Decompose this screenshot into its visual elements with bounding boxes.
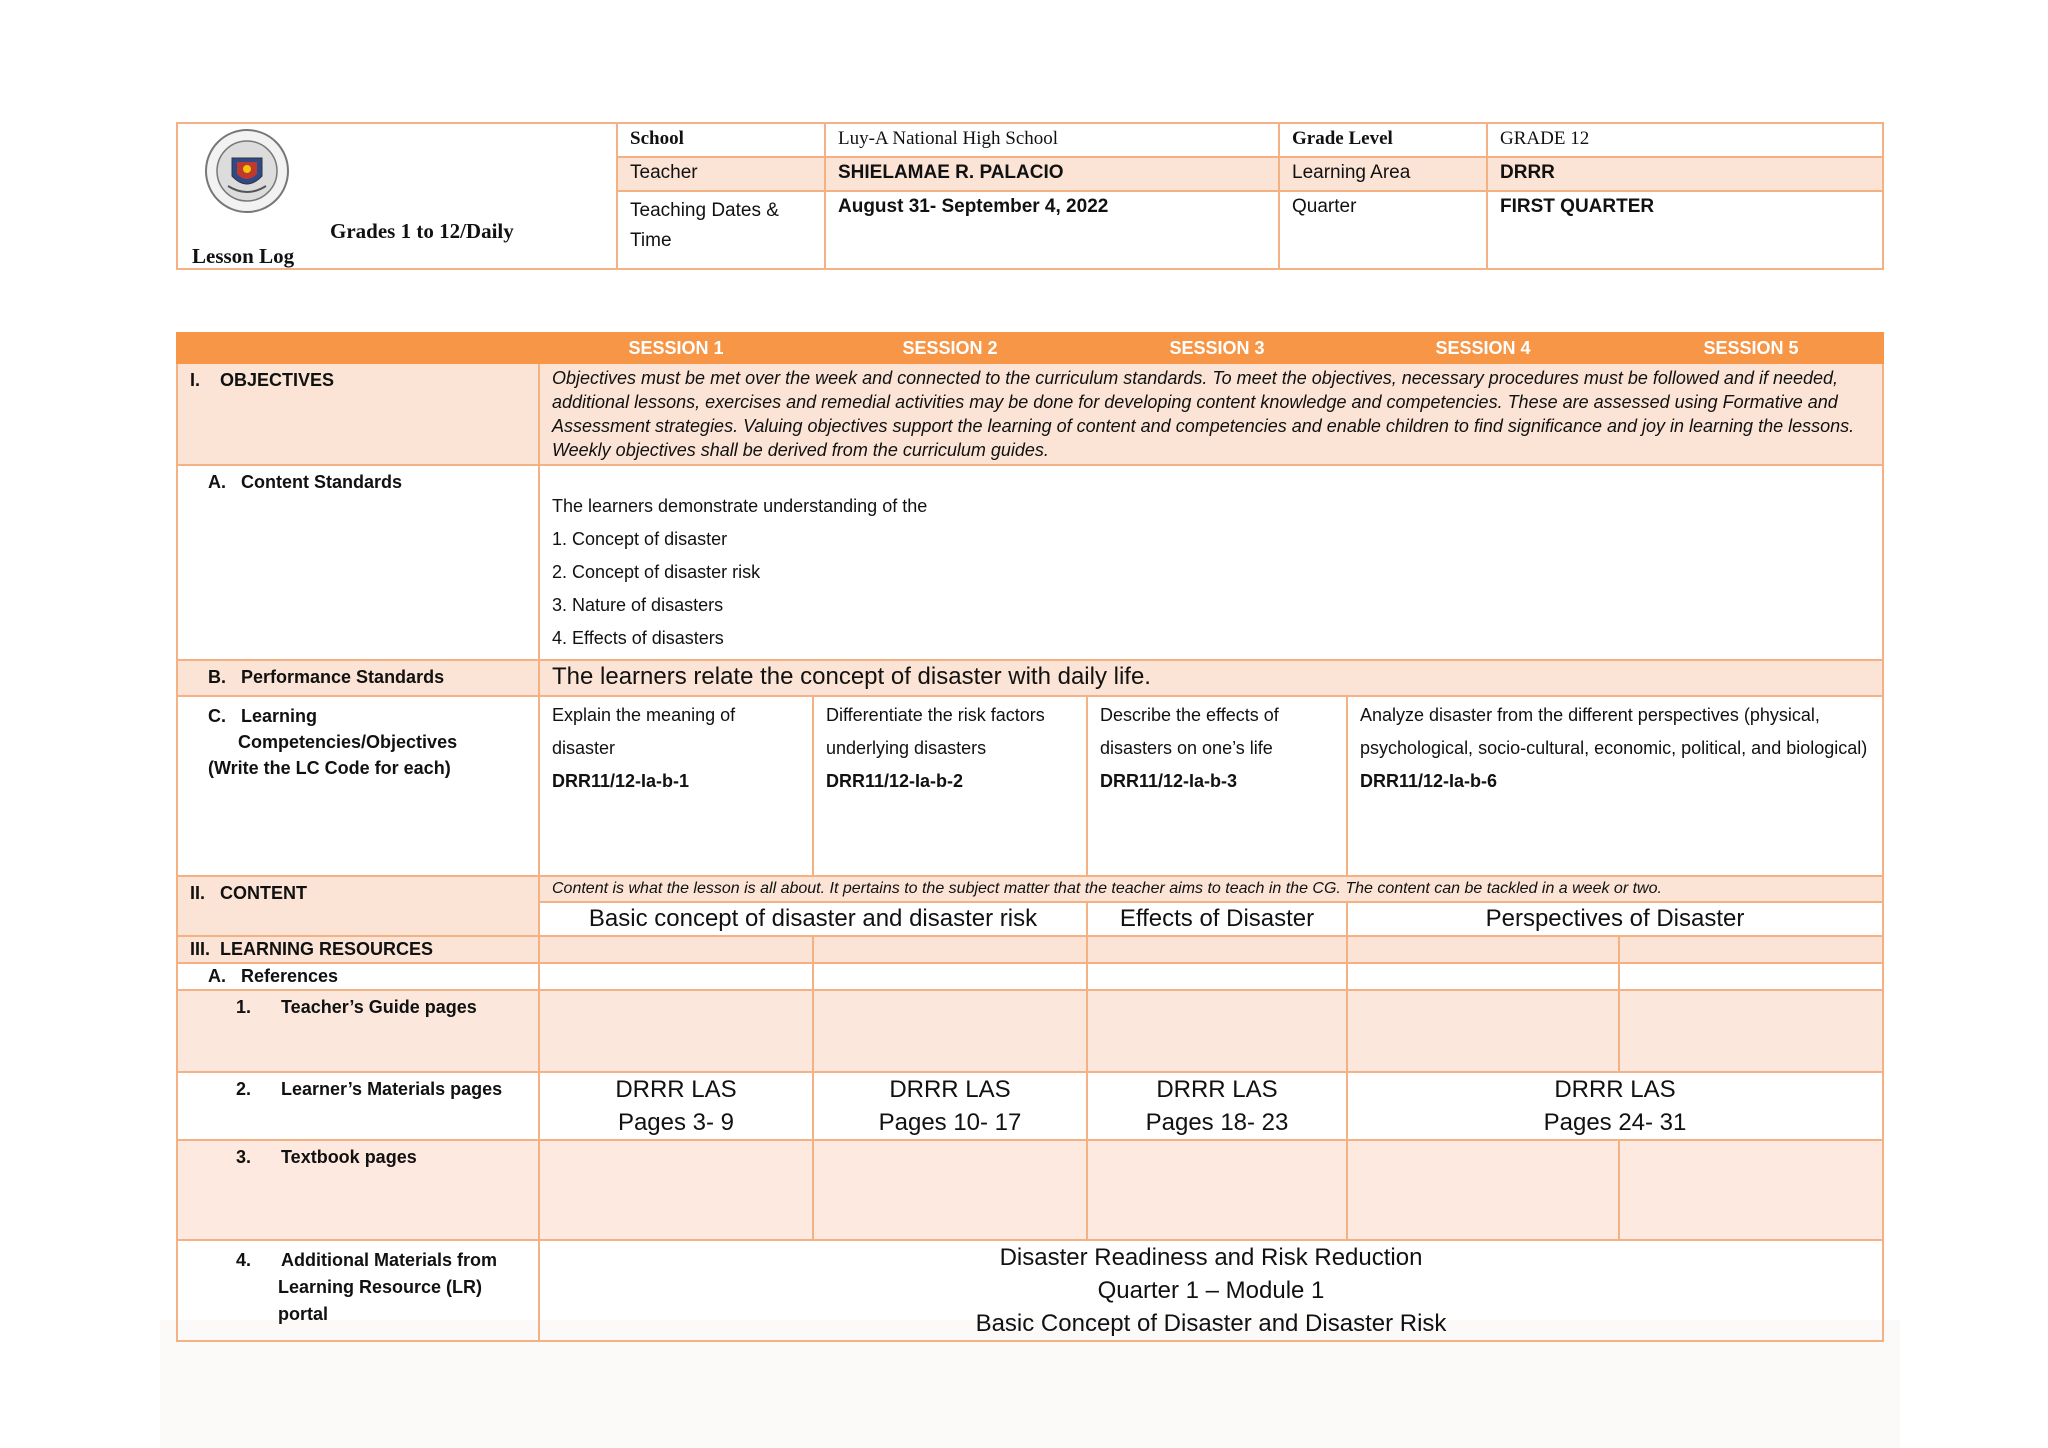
school-value: Luy-A National High School [825, 123, 1279, 157]
content-standards-label: A. Content Standards [177, 465, 539, 660]
lm-pages: Pages 24- 31 [1543, 1109, 1687, 1136]
quarter-value: FIRST QUARTER [1487, 191, 1883, 269]
resources-cell [1347, 936, 1619, 963]
content-note: Content is what the lesson is all about. It pertains to the subject matter that the teacher aims to teach in the CG. The content can be tackled in a week or two. [539, 876, 1883, 902]
teachers-guide-cell [1347, 990, 1619, 1072]
teachers-guide-cell [1087, 990, 1347, 1072]
area-value: DRRR [1487, 157, 1883, 191]
teachers-guide-cell [539, 990, 813, 1072]
lesson-log-table [176, 332, 1884, 1342]
content-topic-3: Perspectives of Disaster [1347, 902, 1883, 936]
competencies-label-line: Competencies/Objectives [238, 732, 458, 752]
content-standards-line: 2. Concept of disaster risk [552, 562, 761, 582]
content-standards-text [539, 465, 1883, 660]
textbook-cell [1087, 1140, 1347, 1240]
performance-standards-text: The learners relate the concept of disaster with daily life. [539, 660, 1883, 696]
header-table [176, 122, 1884, 270]
lm-title: DRRR LAS [615, 1076, 737, 1103]
learners-materials-cell-4 [1347, 1072, 1883, 1140]
textbook-cell [539, 1140, 813, 1240]
area-label: Learning Area [1279, 157, 1487, 191]
content-standards-line: 3. Nature of disasters [552, 595, 724, 615]
learners-materials-cell-2 [813, 1072, 1087, 1140]
textbook-label: 3. Textbook pages [177, 1140, 539, 1240]
additional-materials-line: Quarter 1 – Module 1 [1097, 1277, 1325, 1304]
competencies-label-line: (Write the LC Code for each) [208, 758, 451, 778]
teachers-guide-label: 1. Teacher’s Guide pages [177, 990, 539, 1072]
session-1-header: SESSION 1 [539, 333, 813, 363]
session-5-header: SESSION 5 [1619, 333, 1883, 363]
dates-value: August 31- September 4, 2022 [825, 191, 1279, 269]
competency-code: DRR11/12-Ia-b-6 [1360, 771, 1498, 791]
resources-cell [813, 936, 1087, 963]
competency-text: Explain the meaning of disaster [552, 705, 736, 758]
additional-materials-label-line: 4. Additional Materials from [236, 1250, 498, 1270]
content-topic-1: Basic concept of disaster and disaster risk [539, 902, 1087, 936]
additional-materials-line: Basic Concept of Disaster and Disaster Risk [975, 1310, 1447, 1337]
quarter-label: Quarter [1279, 191, 1487, 269]
competency-code: DRR11/12-Ia-b-3 [1100, 771, 1238, 791]
grade-value: GRADE 12 [1487, 123, 1883, 157]
teachers-guide-cell [813, 990, 1087, 1072]
lm-title: DRRR LAS [1554, 1076, 1676, 1103]
school-label: School [617, 123, 825, 157]
references-cell [1347, 963, 1619, 990]
references-cell [1619, 963, 1883, 990]
content-topic-2: Effects of Disaster [1087, 902, 1347, 936]
competencies-label-line: C. Learning [208, 706, 318, 726]
competency-code: DRR11/12-Ia-b-1 [552, 771, 690, 791]
competency-4 [1347, 696, 1883, 876]
content-standards-line: The learners demonstrate understanding of the [552, 496, 928, 516]
dates-label: Teaching Dates & Time [617, 191, 825, 269]
competencies-label [177, 696, 539, 876]
additional-materials-line: Disaster Readiness and Risk Reduction [999, 1244, 1423, 1271]
form-subtitle: Lesson Log [192, 244, 295, 268]
teacher-value: SHIELAMAE R. PALACIO [825, 157, 1279, 191]
deped-seal-icon [204, 128, 290, 214]
lm-pages: Pages 10- 17 [878, 1109, 1022, 1136]
session-2-header: SESSION 2 [813, 333, 1087, 363]
learners-materials-label: 2. Learner’s Materials pages [177, 1072, 539, 1140]
resources-cell [539, 936, 813, 963]
grade-label: Grade Level [1279, 123, 1487, 157]
content-standards-line: 4. Effects of disasters [552, 628, 724, 648]
references-cell [813, 963, 1087, 990]
lm-title: DRRR LAS [1156, 1076, 1278, 1103]
lm-pages: Pages 3- 9 [617, 1109, 735, 1136]
competency-text: Describe the effects of disasters on one’s life [1100, 705, 1279, 758]
resources-cell [1087, 936, 1347, 963]
session-4-header: SESSION 4 [1347, 333, 1619, 363]
teachers-guide-cell [1619, 990, 1883, 1072]
competency-3 [1087, 696, 1347, 876]
content-label: II. CONTENT [177, 876, 539, 936]
resources-cell [1619, 936, 1883, 963]
references-label: A. References [177, 963, 539, 990]
competency-text: Analyze disaster from the different perspectives (physical, psychological, socio-cultural, economic, political, and biological) [1360, 705, 1868, 758]
additional-materials-label-line: portal [278, 1304, 329, 1324]
form-title: Grades 1 to 12/Daily [330, 219, 514, 243]
performance-standards-label: B. Performance Standards [177, 660, 539, 696]
competency-2 [813, 696, 1087, 876]
learners-materials-cell-1 [539, 1072, 813, 1140]
session-header-row [177, 333, 1883, 363]
lm-title: DRRR LAS [889, 1076, 1011, 1103]
competency-code: DRR11/12-Ia-b-2 [826, 771, 964, 791]
objectives-label: I. OBJECTIVES [177, 363, 539, 465]
additional-materials-text [539, 1240, 1883, 1341]
additional-materials-label-line: Learning Resource (LR) [278, 1277, 483, 1297]
session-3-header: SESSION 3 [1087, 333, 1347, 363]
learning-resources-label: III. LEARNING RESOURCES [177, 936, 539, 963]
references-cell [539, 963, 813, 990]
content-standards-line: 1. Concept of disaster [552, 529, 728, 549]
objectives-note: Objectives must be met over the week and connected to the curriculum standards. To meet the objectives, necessary procedures must be followed and if needed, additional lessons, exercises and remedial activities may be done for developing content knowledge and competencies. These are assessed using Formative and Assessment strategies. Valuing objectives support the learning of content and competencies and enable children to find significance and joy in learning the lessons. Weekly objectives shall be derived from the curriculum guides. [539, 363, 1883, 465]
additional-materials-label [177, 1240, 539, 1341]
textbook-cell [1619, 1140, 1883, 1240]
learners-materials-cell-3 [1087, 1072, 1347, 1140]
textbook-cell [813, 1140, 1087, 1240]
competency-text: Differentiate the risk factors underlying disasters [826, 705, 1045, 758]
teacher-label: Teacher [617, 157, 825, 191]
competency-1 [539, 696, 813, 876]
logo-cell [177, 123, 617, 269]
session-header-blank [177, 333, 539, 363]
textbook-cell [1347, 1140, 1619, 1240]
lm-pages: Pages 18- 23 [1145, 1109, 1289, 1136]
references-cell [1087, 963, 1347, 990]
